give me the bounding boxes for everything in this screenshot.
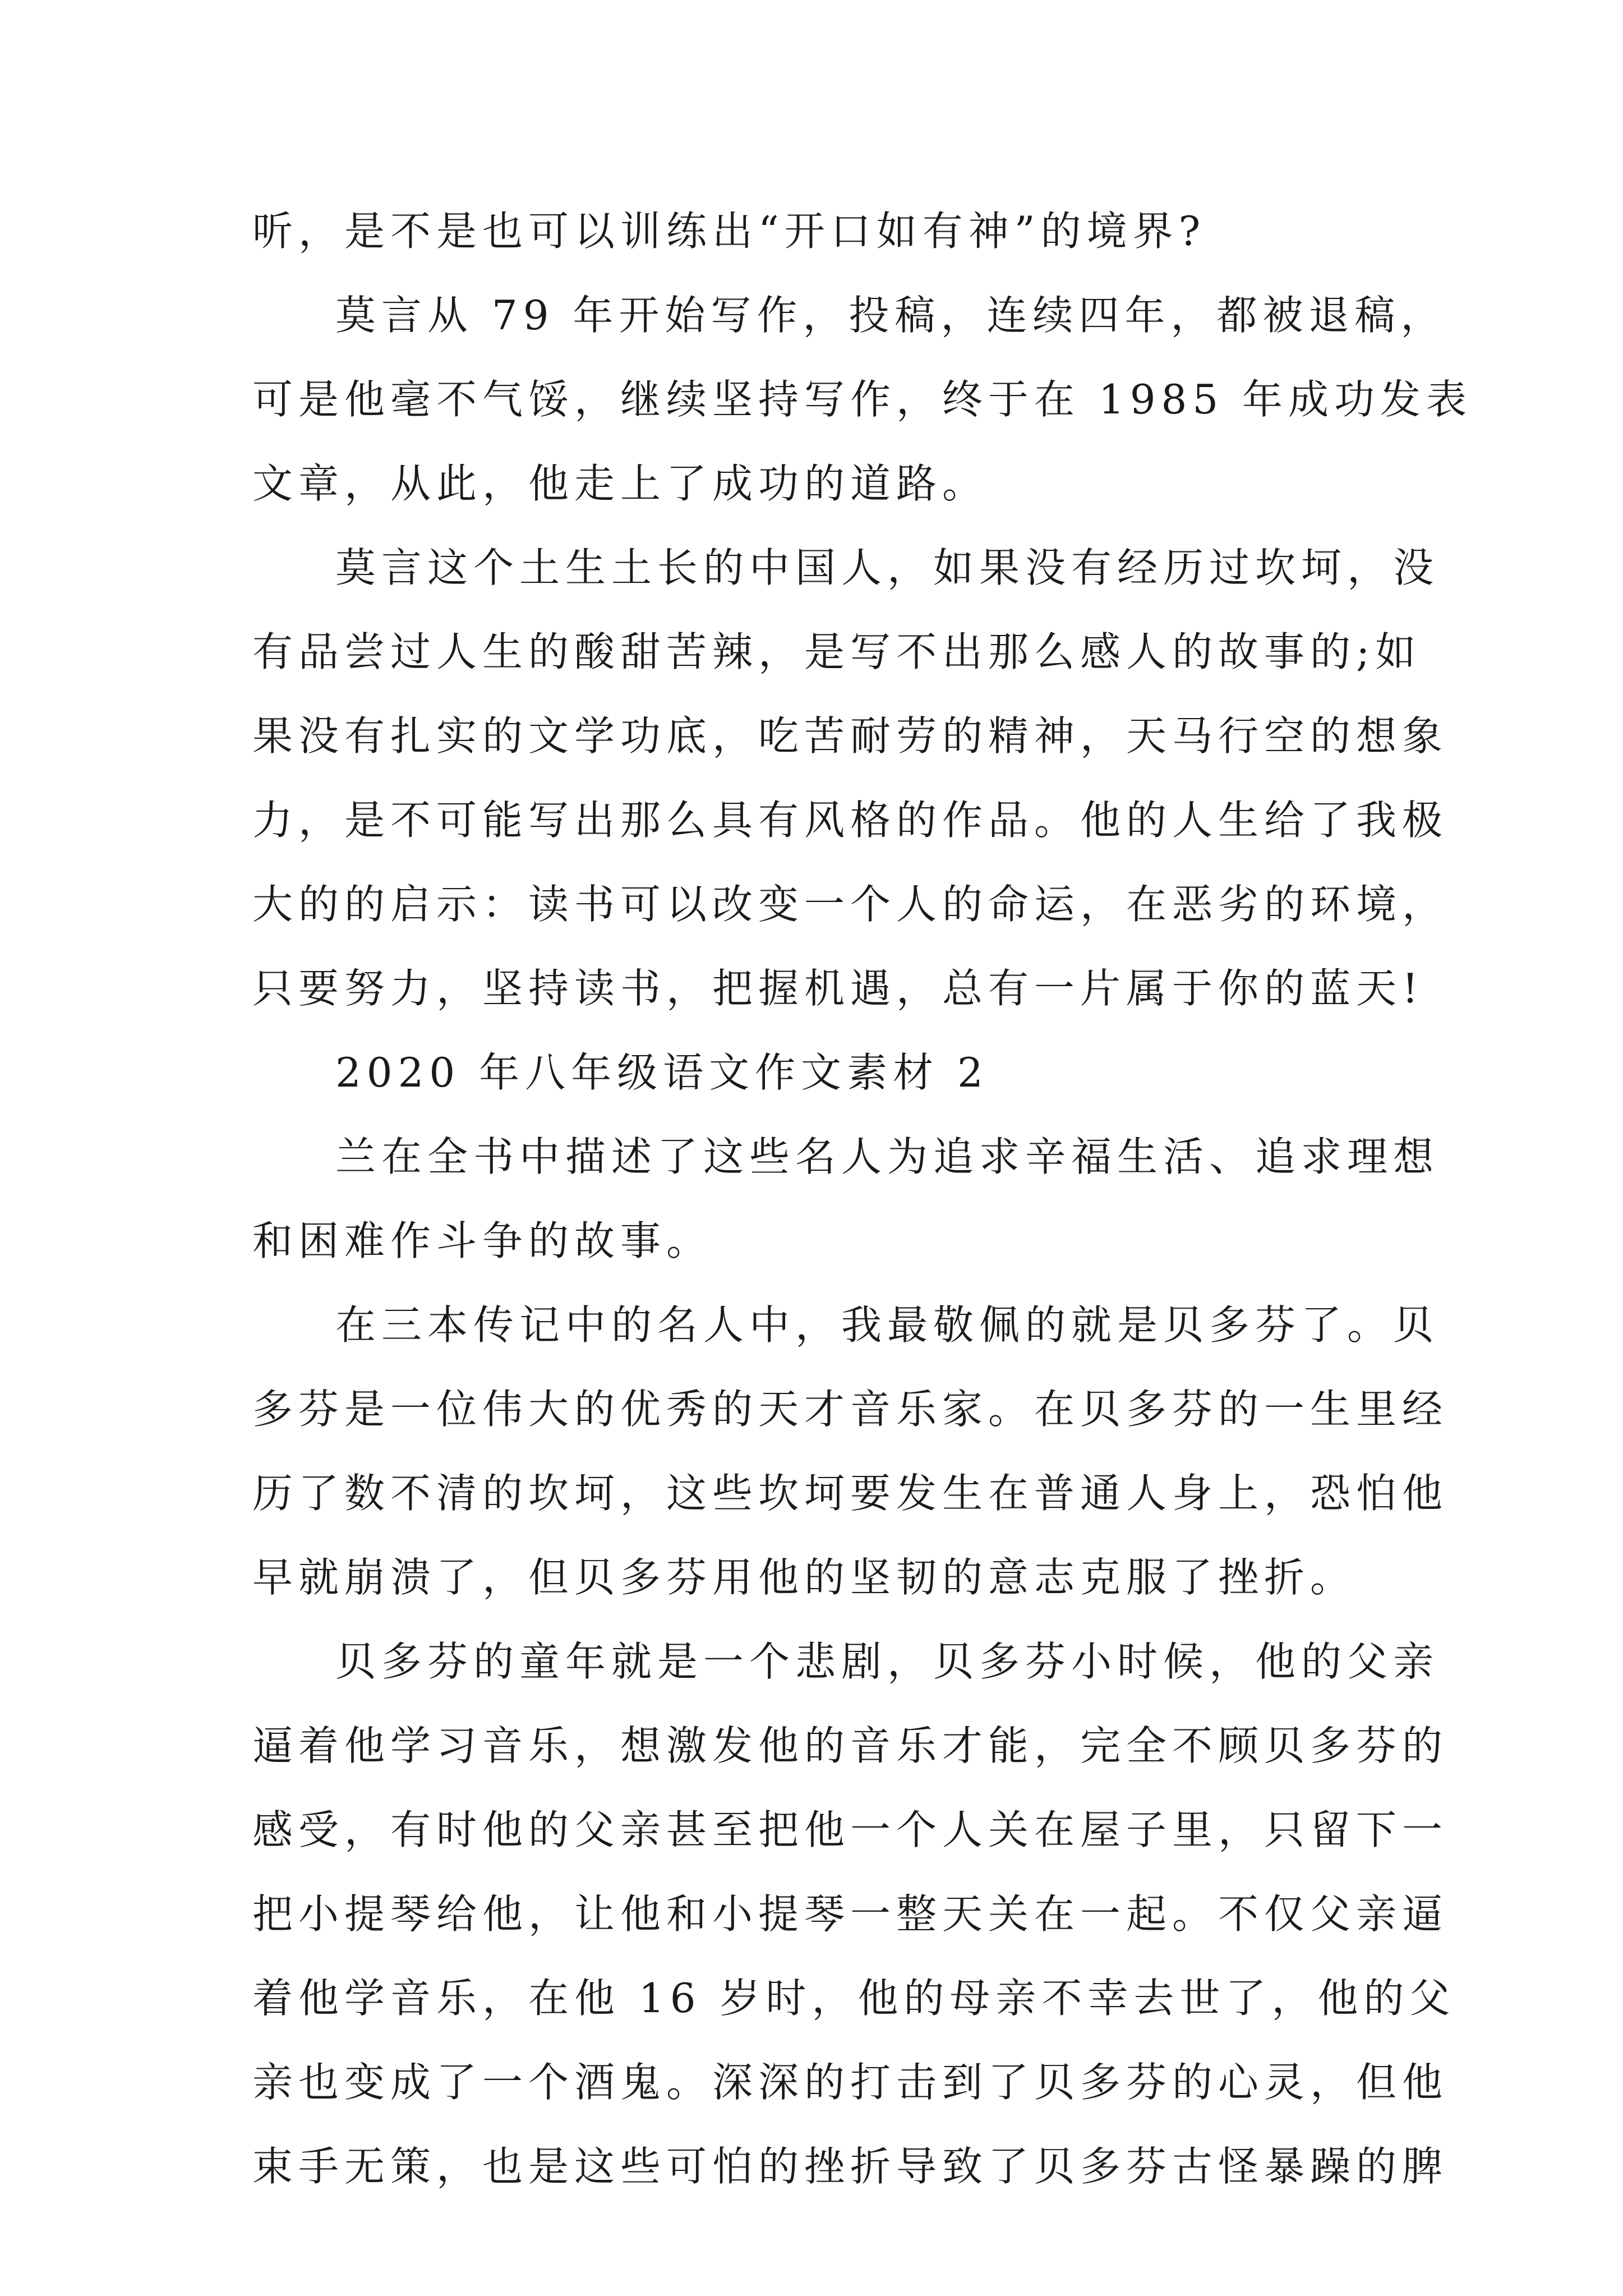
- paragraph-first-line: 莫言从 79 年开始写作，投稿，连续四年，都被退稿，: [335, 292, 1447, 339]
- text-line: 亲也变成了一个酒鬼。深深的打击到了贝多芬的心灵，但他: [252, 2059, 1449, 2106]
- paragraph-first-line: 在三本传记中的名人中，我最敬佩的就是贝多芬了。贝: [335, 1301, 1440, 1349]
- text-line: 历了数不清的坎坷，这些坎坷要发生在普通人身上，恐怕他: [252, 1470, 1449, 1517]
- text-line: 把小提琴给他，让他和小提琴一整天关在一起。不仅父亲逼: [252, 1890, 1449, 1938]
- text-line: 文章，从此，他走上了成功的道路。: [252, 460, 989, 507]
- text-line: 只要努力，坚持读书，把握机遇，总有一片属于你的蓝天!: [252, 965, 1424, 1012]
- text-line: 逼着他学习音乐，想激发他的音乐才能，完全不顾贝多芬的: [252, 1722, 1449, 1769]
- text-line: 果没有扎实的文学功底，吃苦耐劳的精神，天马行空的想象: [252, 712, 1449, 760]
- text-line: 力，是不可能写出那么具有风格的作品。他的人生给了我极: [252, 797, 1449, 844]
- text-line: 可是他毫不气馁，继续坚持写作，终于在 1985 年成功发表: [252, 376, 1473, 423]
- text-line: 着他学音乐，在他 16 岁时，他的母亲不幸去世了，他的父: [252, 1975, 1456, 2022]
- text-line: 大的的启示：读书可以改变一个人的命运，在恶劣的环境，: [252, 881, 1449, 928]
- paragraph-first-line: 贝多芬的童年就是一个悲剧，贝多芬小时候，他的父亲: [335, 1638, 1440, 1685]
- paragraph-first-line: 莫言这个土生土长的中国人，如果没有经历过坎坷，没: [335, 544, 1440, 591]
- text-line: 听，是不是也可以训练出“开口如有神”的境界?: [252, 208, 1206, 255]
- text-line: 有品尝过人生的酸甜苦辣，是写不出那么感人的故事的;如: [252, 628, 1422, 675]
- section-heading: 2020 年八年级语文作文素材 2: [335, 1049, 989, 1096]
- text-line: 感受，有时他的父亲甚至把他一个人关在屋子里，只留下一: [252, 1806, 1449, 1853]
- text-line: 和困难作斗争的故事。: [252, 1217, 713, 1264]
- text-line: 早就崩溃了，但贝多芬用他的坚韧的意志克服了挫折。: [252, 1554, 1357, 1601]
- paragraph-first-line: 兰在全书中描述了这些名人为追求辛福生活、追求理想: [335, 1133, 1440, 1180]
- text-line: 多芬是一位伟大的优秀的天才音乐家。在贝多芬的一生里经: [252, 1386, 1449, 1433]
- text-line: 束手无策，也是这些可怕的挫折导致了贝多芬古怪暴躁的脾: [252, 2143, 1449, 2190]
